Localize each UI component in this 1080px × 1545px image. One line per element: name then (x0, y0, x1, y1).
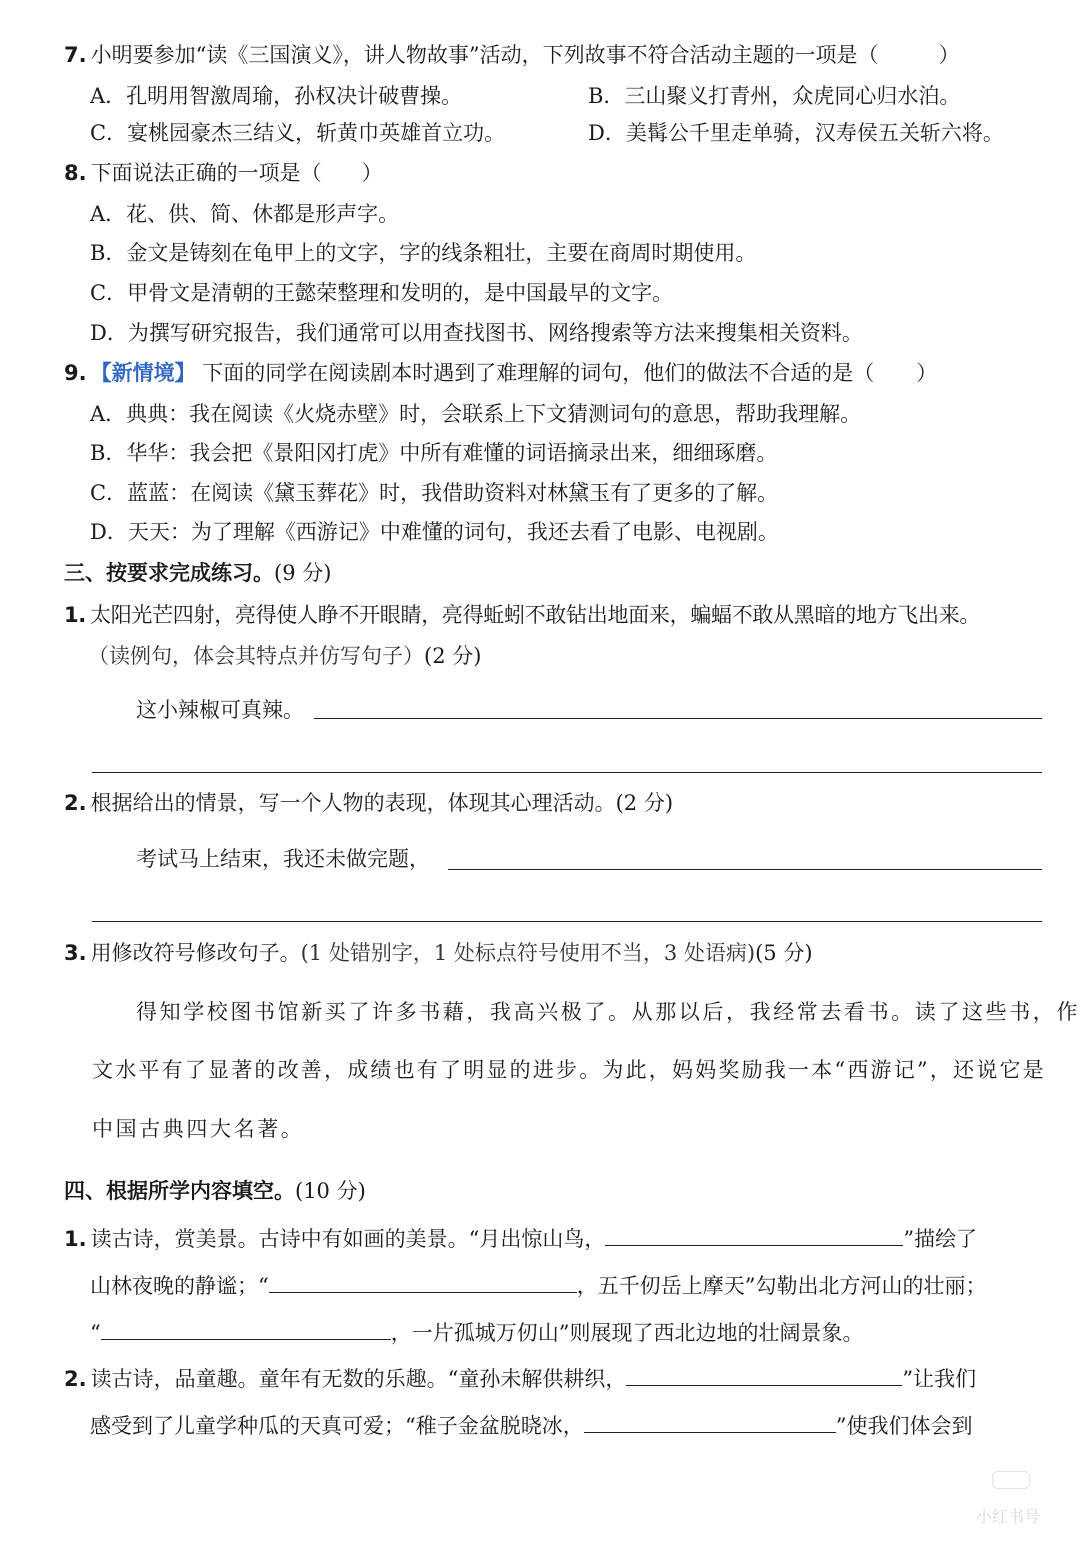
s4-q1-text-1b: ”描绘了 (903, 1227, 978, 1251)
s4-q1-line-3 (90, 1317, 863, 1348)
q8-option-a: A．花、供、简、休都是形声字。 (90, 202, 400, 226)
s4-q1-line-2 (90, 1270, 986, 1301)
q8-option-d: D．为撰写研究报告，我们通常可以用查找图书、网络搜索等方法来搜集相关资料。 (90, 321, 863, 345)
s3-q1-text: 太阳光芒四射，亮得使人睁不开眼睛，亮得蚯蚓不敢钻出地面来，蝙蝠不敢从黑暗的地方飞出来。 (90, 603, 981, 627)
s4-q2-blank-2[interactable] (584, 1410, 836, 1433)
q9-number: 9. (64, 361, 87, 385)
s4-q1-text-1a: 读古诗，赏美景。古诗中有如画的美景。“月出惊山鸟， (90, 1227, 606, 1251)
q9-new-context-tag: 【新情境】 (90, 360, 196, 385)
s4-q2-text-1a: 读古诗，品童趣。童年有无数的乐趣。“童孙未解供耕织， (90, 1367, 627, 1391)
q7-close-paren: ） (938, 43, 960, 67)
section-4-points: (10 分) (295, 1179, 366, 1203)
s3-q2-text: 根据给出的情景，写一个人物的表现，体现其心理活动。 (90, 791, 616, 815)
section-3-title: 三、按要求完成练习。 (64, 560, 274, 585)
s4-q2-text-2a: 感受到了儿童学种瓜的天真可爱；“稚子金盆脱晓冰， (90, 1414, 584, 1438)
s3-q3-text: 用修改符号修改句子。 (90, 941, 301, 965)
s3-q1-number: 1. (64, 603, 86, 627)
q7-number: 7. (64, 43, 87, 67)
q9-close-paren: ） (916, 361, 938, 385)
s4-q1-blank-2[interactable] (269, 1270, 577, 1293)
s3-q1-stem (64, 600, 980, 630)
q7-option-b: B．三山聚义打青州，众虎同心归水泊。 (588, 84, 961, 108)
s3-q3-points: (5 分) (755, 941, 813, 965)
q8-option-c: C．甲骨文是清朝的王懿荣整理和发明的，是中国最早的文字。 (90, 281, 674, 305)
s3-q3-stem (64, 938, 813, 968)
watermark-logo-icon (992, 1471, 1030, 1489)
s3-q3-paragraph-line-2: 文水平有了显著的改善，成绩也有了明显的进步。为此，妈妈奖励我一本“西游记”，还说它是 (92, 1058, 1046, 1082)
q7-option-c: C．宴桃园豪杰三结义，斩黄巾英雄首立功。 (90, 121, 506, 145)
section-3-heading (64, 558, 331, 588)
s4-q2-line-2 (90, 1410, 972, 1441)
s4-q2-blank-1[interactable] (626, 1363, 902, 1386)
q9-option-b: B．华华：我会把《景阳冈打虎》中所有难懂的词语摘录出来，细细琢磨。 (90, 441, 778, 465)
q9-option-a: A．典典：我在阅读《火烧赤壁》时，会联系上下文猜测词句的意思，帮助我理解。 (90, 402, 862, 426)
q7-option-a: A．孔明用智激周瑜，孙权决计破曹操。 (90, 84, 463, 108)
q9-stem (64, 358, 937, 388)
q9-option-d: D．天天：为了理解《西游记》中难懂的词句，我还去看了电影、电视剧。 (90, 520, 779, 544)
q8-number: 8. (64, 161, 87, 185)
s3-q1-prompt: 这小辣椒可真辣。 (136, 698, 304, 722)
s4-q2-number: 2. (64, 1367, 87, 1391)
s3-q1-note: （读例句，体会其特点并仿写句子） (88, 644, 424, 668)
q7-stem-text: 小明要参加“读《三国演义》，讲人物故事”活动，下列故事不符合活动主题的一项是（ (90, 43, 879, 67)
s4-q1-line-1 (64, 1223, 977, 1254)
s3-q2-prompt: 考试马上结束，我还未做完题， (136, 847, 430, 871)
s3-q2-points: (2 分) (615, 791, 674, 815)
s4-q2-line-1 (64, 1363, 976, 1394)
q8-option-b: B．金文是铸刻在龟甲上的文字，字的线条粗壮，主要在商周时期使用。 (90, 241, 757, 265)
s3-q1-points: (2 分) (424, 644, 482, 668)
section-4-heading (64, 1176, 366, 1206)
s3-q2-answer-line-2[interactable] (92, 921, 1042, 922)
s4-q2-text-2b: ”使我们体会到 (835, 1414, 973, 1438)
s3-q3-paragraph-line-1: 得知学校图书馆新买了许多书藉，我高兴极了。从那以后，我经常去看书。读了这些书，作 (136, 1000, 1080, 1024)
q8-close-paren: ） (361, 161, 383, 185)
s3-q1-answer-line-1[interactable] (314, 718, 1042, 719)
s4-q1-text-2a: 山林夜晚的静谧；“ (90, 1274, 269, 1298)
s4-q2-text-1b: ”让我们 (902, 1367, 977, 1391)
q9-stem-text: 下面的同学在阅读剧本时遇到了难理解的词句，他们的做法不合适的是（ (202, 361, 875, 385)
s4-q1-number: 1. (64, 1227, 87, 1251)
s3-q3-number: 3. (64, 941, 87, 965)
s4-q1-blank-1[interactable] (605, 1223, 903, 1246)
s3-q2-answer-line-1[interactable] (448, 869, 1042, 870)
q7-option-d: D．美髯公千里走单骑，汉寿侯五关斩六将。 (588, 121, 1004, 145)
s3-q2-stem (64, 788, 673, 818)
s4-q1-blank-3[interactable] (101, 1317, 391, 1340)
q8-stem (64, 158, 383, 188)
s3-q2-number: 2. (64, 791, 87, 815)
s3-q1-answer-line-2[interactable] (92, 772, 1042, 773)
q8-stem-text: 下面说法正确的一项是（ (90, 161, 322, 185)
watermark: 小红书号 (975, 1507, 1040, 1526)
q9-option-c: C．蓝蓝：在阅读《黛玉葬花》时，我借助资料对林黛玉有了更多的了解。 (90, 481, 779, 505)
s4-q1-text-3a: “ (90, 1321, 101, 1345)
q7-stem (64, 40, 960, 70)
s3-q1-instruction (88, 641, 481, 671)
section-3-points: (9 分) (274, 561, 332, 585)
s4-q1-text-3b: ，一片孤城万仞山”则展现了西北边地的壮阔景象。 (390, 1321, 864, 1345)
s3-q3-paragraph-line-3: 中国古典四大名著。 (92, 1117, 305, 1141)
s3-q3-note: (1 处错别字，1 处标点符号使用不当，3 处语病) (300, 941, 756, 965)
section-4-title: 四、根据所学内容填空。 (64, 1178, 295, 1203)
s4-q1-text-2b: ，五千仞岳上摩天”勾勒出北方河山的壮丽； (576, 1274, 987, 1298)
